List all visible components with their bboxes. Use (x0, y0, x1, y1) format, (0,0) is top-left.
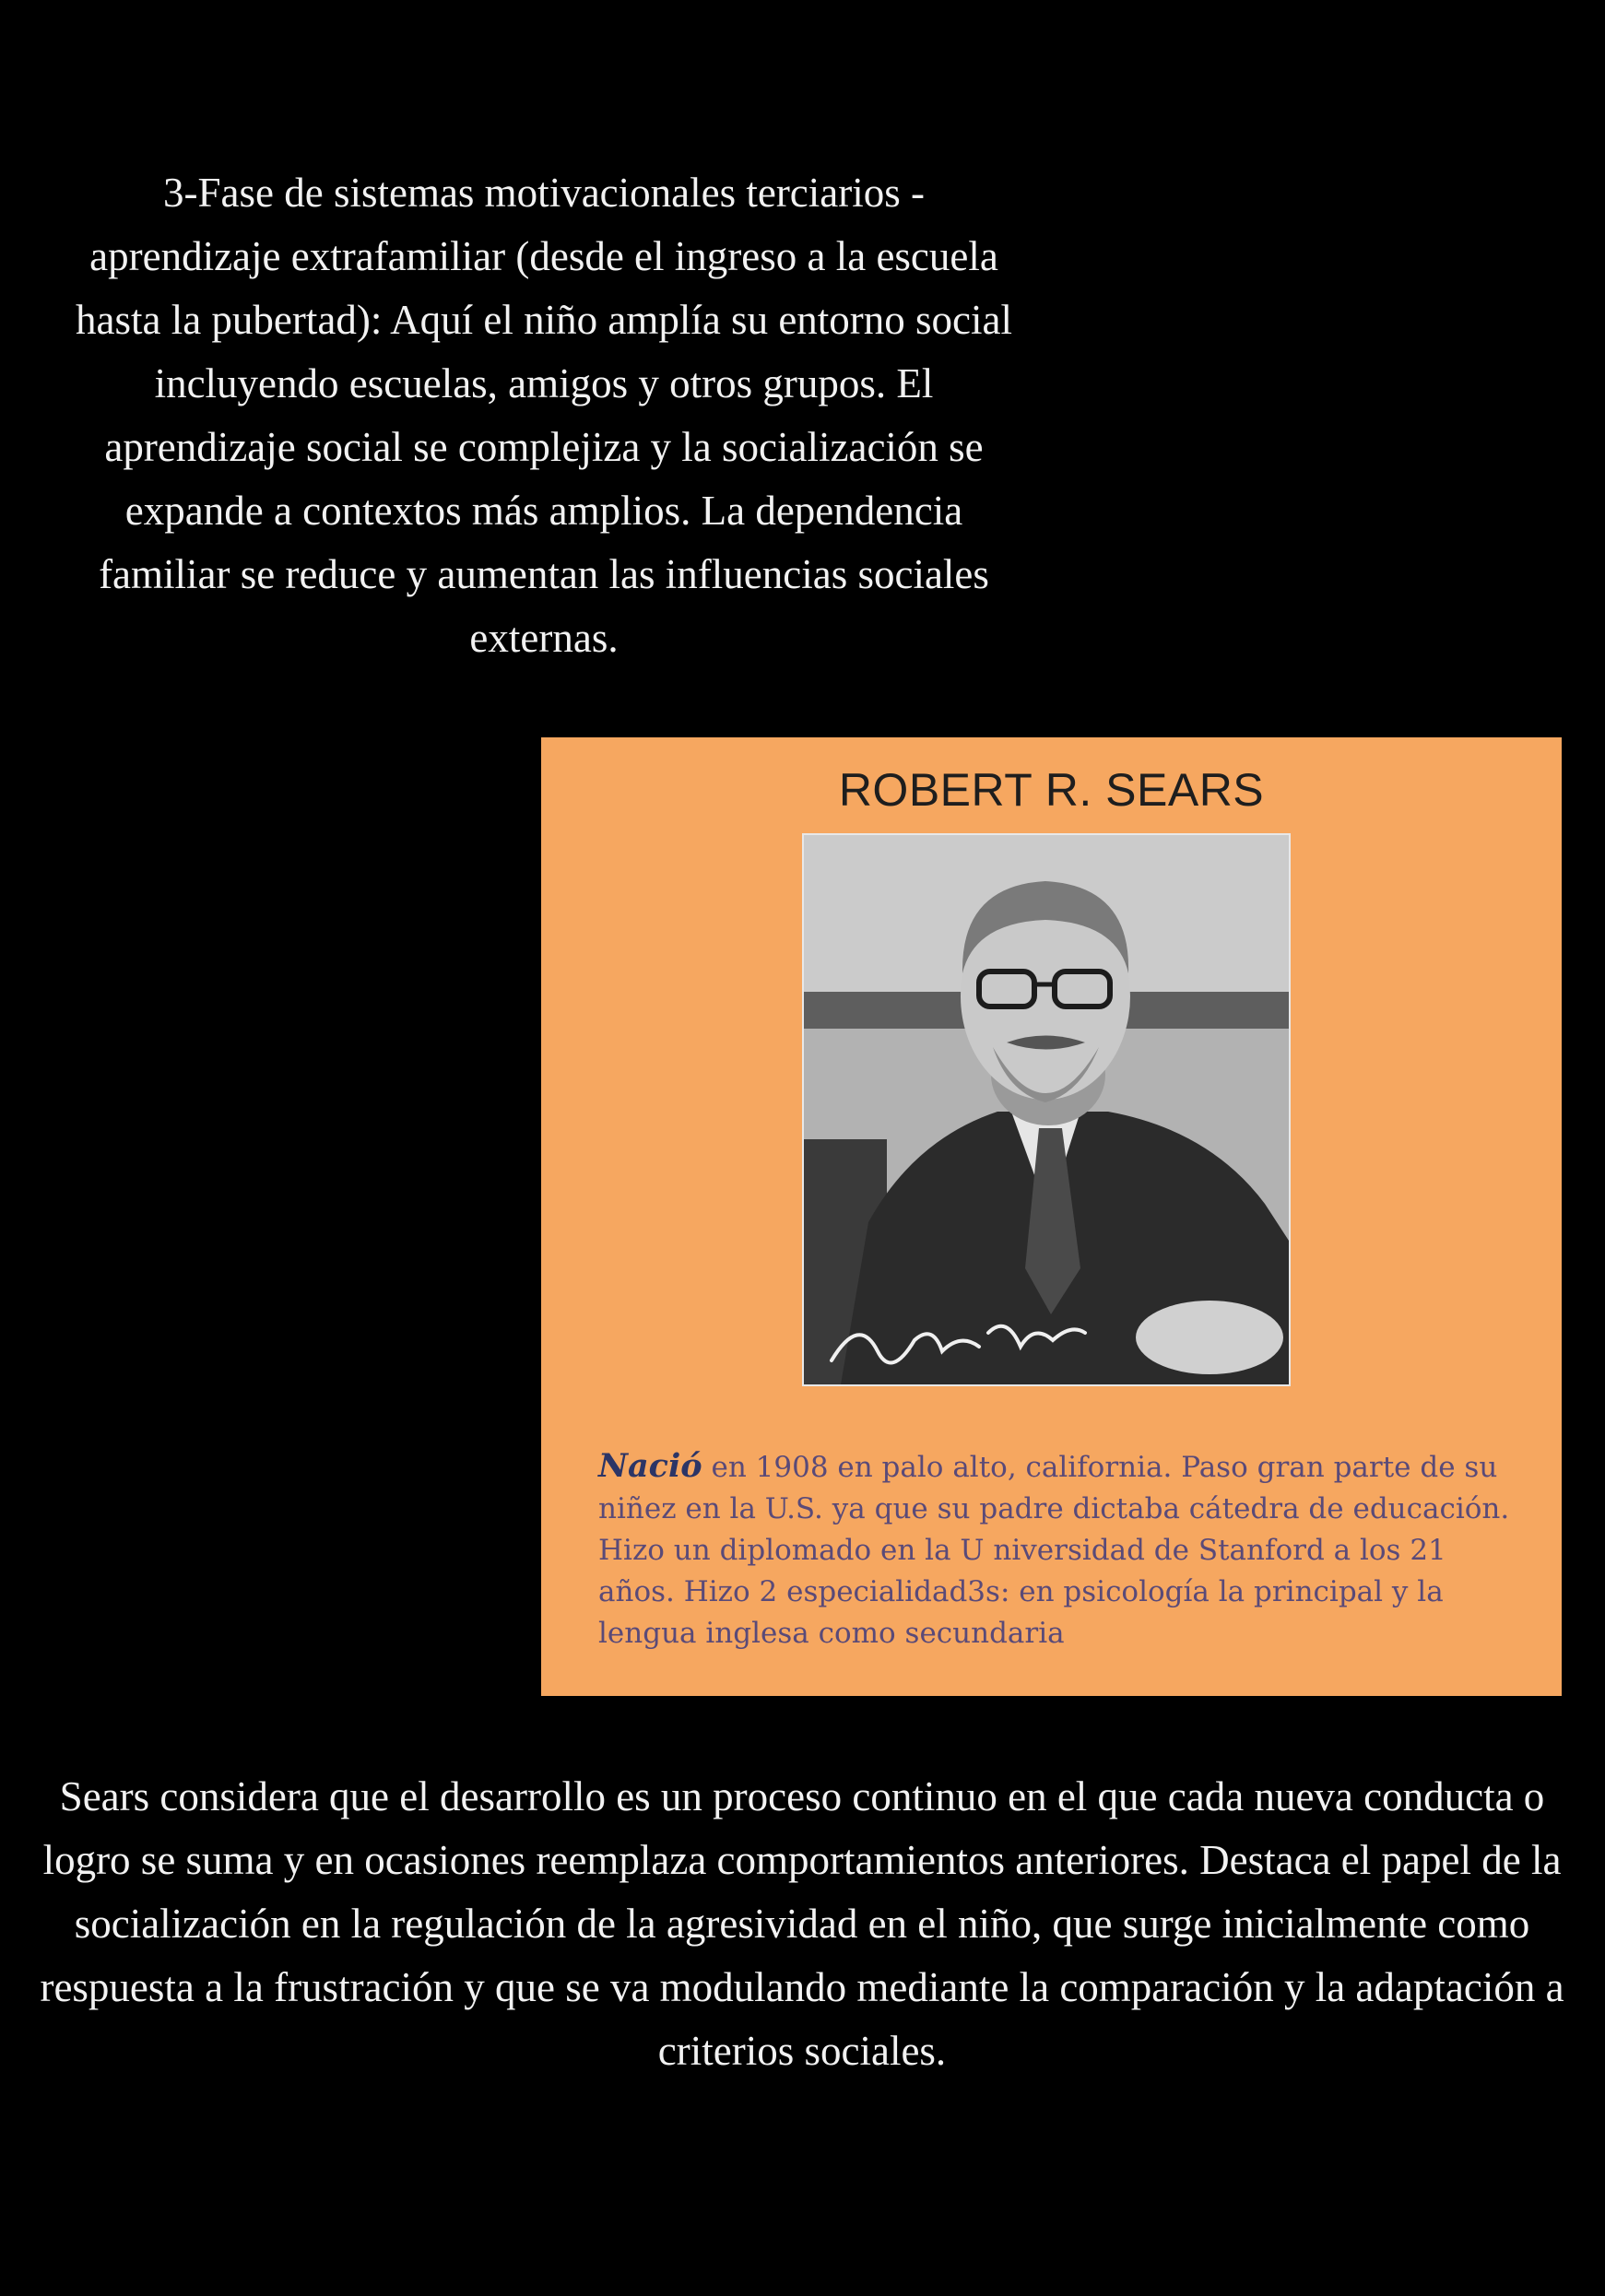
biography-card (541, 737, 1562, 1696)
outro-paragraph: Sears considera que el desarrollo es un proceso continuo en el que cada nueva conducta o logro se suma y en ocasiones reemplaza comportamientos anteriores. Destaca el papel de la socialización en la regulación de la agresividad en el niño, que surge inicialmente como respuesta a la frustración y que se va modulando mediante la comparación y la adaptación a criterios sociales. (40, 1773, 1564, 2074)
bio-emphasis: Nació (598, 1447, 702, 1485)
card-title: ROBERT R. SEARS (838, 764, 1265, 816)
portrait-photo (802, 833, 1291, 1386)
intro-paragraph: 3-Fase de sistemas motivacionales terciarios - aprendizaje extrafamiliar (desde el ingreso a la escuela hasta la pubertad): Aquí el niño amplía su entorno social incluyendo escuelas, amigos y otros grupos. El aprendizaje social se complejiza y la socialización se expande a contextos más amplios. La dependencia familiar se reduce y aumentan las influencias sociales externas. (76, 170, 1012, 661)
bio-rest: en 1908 en palo alto, california. Paso gran parte de su niñez en la U.S. ya que su padre dictaba cátedra de educación. Hizo un diplomado en la U niversidad de Stanford a los 21 años. Hizo 2 especialidad3s: en psicología la principal y la lengua inglesa como secundaria (598, 1451, 1510, 1650)
biography-text (598, 1445, 1511, 1654)
